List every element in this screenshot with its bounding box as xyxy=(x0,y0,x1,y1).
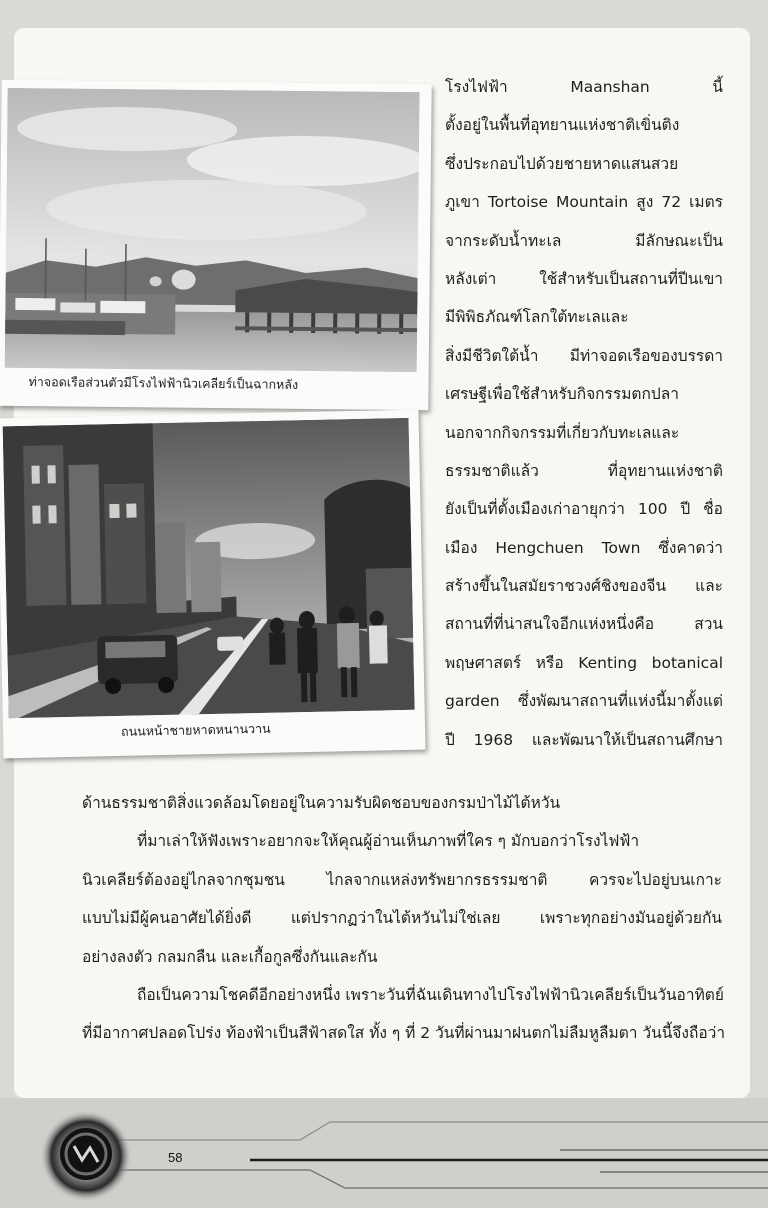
text-line: สิ่งมีชีวิตใต้น้ำ มีท่าจอดเรือของบรรดา xyxy=(445,346,723,365)
photo-caption: ถนนหน้าชายหาดหนานวาน xyxy=(120,720,271,739)
text-line: พฤษศาสตร์ หรือ Kenting botanical xyxy=(445,653,723,672)
text-line: ภูเขา Tortoise Mountain สูง 72 เมตร xyxy=(445,193,723,212)
street-photo-image xyxy=(3,418,415,718)
text-line: นิวเคลียร์ต้องอยู่ไกลจากชุมชน ไกลจากแหล่งทรัพยากรธรรมชาติ ควรจะไปอยู่บนเกาะ xyxy=(82,870,722,889)
text-line: นอกจากกิจกรรมที่เกี่ยวกับทะเลและ xyxy=(445,423,680,442)
text-line: แบบไม่มีผู้คนอาศัยได้ยิ่งดี แต่ปรากฏว่าในไต้หวันไม่ใช่เลย เพราะทุกอย่างมันอยู่ด้วยกัน xyxy=(82,909,722,928)
text-line: garden ซึ่งพัฒนาสถานที่แห่งนี้มาตั้งแต่ xyxy=(445,692,723,711)
text-line: ซึ่งประกอบไปด้วยชายหาดแสนสวย xyxy=(445,154,679,173)
text-line: ตั้งอยู่ในพื้นที่อุทยานแห่งชาติเขิ่นติง xyxy=(445,116,680,135)
text-line: หลังเต่า ใช้สำหรับเป็นสถานที่ปีนเขา xyxy=(445,269,723,288)
paragraph-start-line: ถือเป็นความโชคดีอีกอย่างหนึ่ง เพราะวันที่ฉันเดินทางไปโรงไฟฟ้านิวเคลียร์เป็นวันอาทิตย์ xyxy=(137,985,724,1004)
right-column-text xyxy=(445,68,723,759)
marina-photo xyxy=(0,80,432,410)
paragraph-start-line: ที่มาเล่าให้ฟังเพราะอยากจะให้คุณผู้อ่านเห็นภาพที่ใคร ๆ มักบอกว่าโรงไฟฟ้า xyxy=(137,832,640,851)
text-line: มีพิพิธภัณฑ์โลกใต้ทะเลและ xyxy=(445,308,629,327)
text-line: ที่มีอากาศปลอดโปร่ง ท้องฟ้าเป็นสีฟ้าสดใส ทั้ง ๆ ที่ 2 วันที่ผ่านมาฝนตกไม่ลืมหูลืมตา วันนี้จึงถือว่า xyxy=(82,1024,726,1043)
photo-caption: ท่าจอดเรือส่วนตัวมีโรงไฟฟ้านิวเคลียร์เป็นฉากหลัง xyxy=(28,374,299,392)
street-photo xyxy=(0,410,426,759)
text-line: ยังเป็นที่ตั้งเมืองเก่าอายุกว่า 100 ปี ชื่อ xyxy=(445,500,723,519)
page-number: 58 xyxy=(168,1150,183,1165)
camera-lens-icon xyxy=(38,1108,134,1204)
text-line: อย่างลงตัว กลมกลืน และเกื้อกูลซึ่งกันและกัน xyxy=(82,947,378,966)
text-line: ธรรมชาติแล้ว ที่อุทยานแห่งชาติ xyxy=(445,461,723,480)
text-line: เมือง Hengchuen Town ซึ่งคาดว่า xyxy=(445,538,723,557)
text-line: เศรษฐีเพื่อใช้สำหรับกิจกรรมตกปลา xyxy=(445,385,679,404)
text-line: ปี 1968 และพัฒนาให้เป็นสถานศึกษา xyxy=(445,730,723,749)
marina-photo-image xyxy=(5,88,420,372)
text-line: จากระดับน้ำทะเล มีลักษณะเป็น xyxy=(445,231,723,250)
text-line: สถานที่ที่น่าสนใจอีกแห่งหนึ่งคือ สวน xyxy=(445,615,723,634)
full-width-text xyxy=(82,784,726,1053)
text-line: สร้างขึ้นในสมัยราชวงศ์ชิงของจีน และ xyxy=(445,577,723,596)
text-line: ด้านธรรมชาติสิ่งแวดล้อมโดยอยู่ในความรับผิดชอบของกรมป่าไม้ไต้หวัน xyxy=(82,794,561,812)
text-line: โรงไฟฟ้า Maanshan นี้ xyxy=(445,78,723,96)
